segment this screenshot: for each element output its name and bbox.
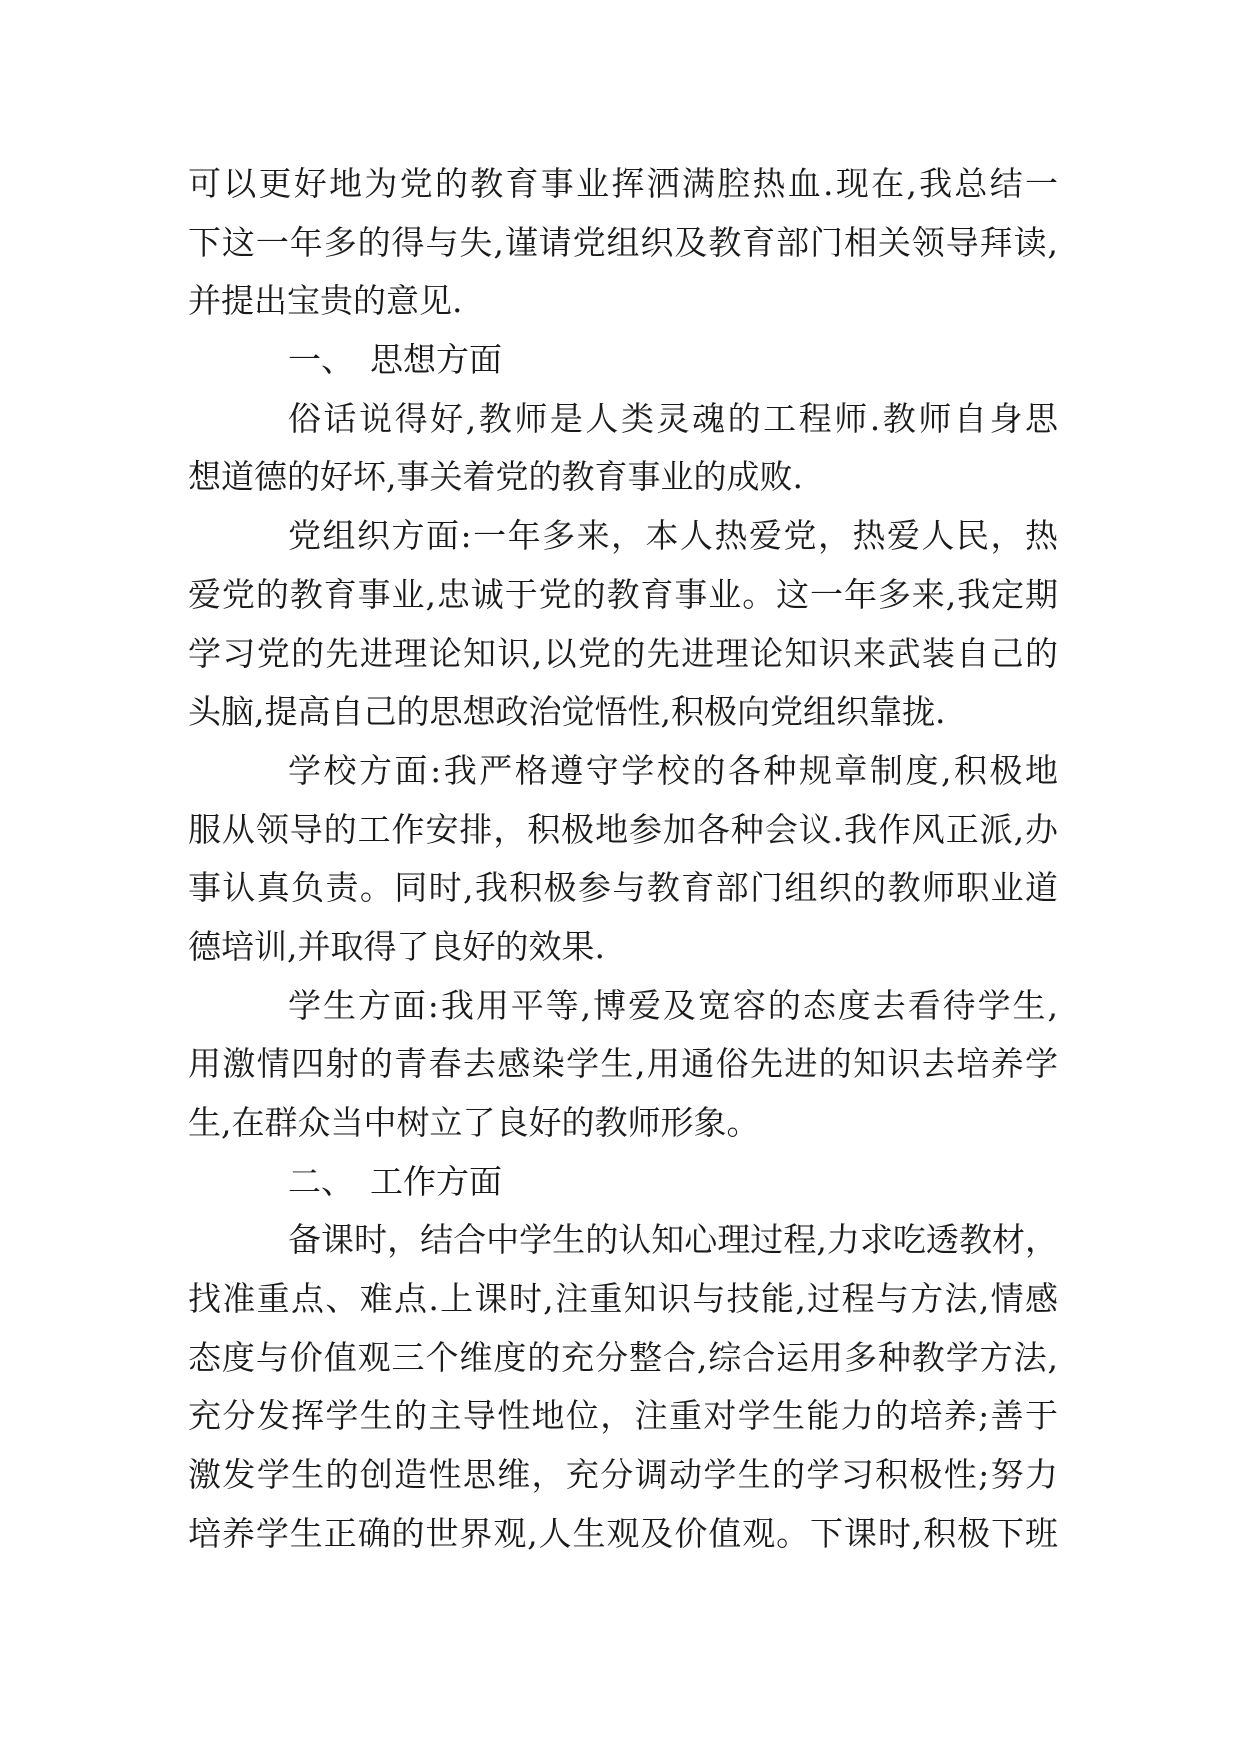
section-heading-thought xyxy=(188,331,1058,390)
text-line: 下这一年多的得与失,谨请党组织及教育部门相关领导拜读, xyxy=(188,222,1058,262)
text-line: 备课时，结合中学生的认知心理过程,力求吃透教材， xyxy=(288,1220,1058,1260)
text-line: 并提出宝贵的意见. xyxy=(188,281,463,321)
text-line: 充分发挥学生的主导性地位，注重对学生能力的培养;善于 xyxy=(188,1396,1058,1436)
document-body xyxy=(188,155,1058,1564)
text-line: 生,在群众当中树立了良好的教师形象。 xyxy=(188,1103,760,1142)
section-number: 二、 xyxy=(288,1161,354,1201)
text-line: 爱党的教育事业,忠诚于党的教育事业。这一年多来,我定期 xyxy=(188,574,1058,614)
text-line: 态度与价值观三个维度的充分整合,综合运用多种教学方法, xyxy=(188,1337,1058,1377)
text-line: 可以更好地为党的教育事业挥洒满腔热血.现在,我总结一 xyxy=(188,164,1058,203)
text-line: 学生方面:我用平等,博爱及宽容的态度去看待学生, xyxy=(288,985,1058,1025)
text-line: 培养学生正确的世界观,人生观及价值观。下课时,积极下班 xyxy=(188,1513,1058,1553)
text-line: 找准重点、难点.上课时,注重知识与技能,过程与方法,情感 xyxy=(188,1279,1058,1319)
section-number: 一、 xyxy=(288,340,354,380)
section-title: 工作方面 xyxy=(370,1161,502,1201)
text-line: 学校方面:我严格遵守学校的各种规章制度,积极地 xyxy=(288,750,1058,790)
text-line: 想道德的好坏,事关着党的教育事业的成败. xyxy=(188,457,803,497)
text-line: 学习党的先进理论知识,以党的先进理论知识来武装自己的 xyxy=(188,633,1058,673)
text-line: 党组织方面:一年多来，本人热爱党，热爱人民，热 xyxy=(288,516,1058,556)
text-line: 事认真负责。同时,我积极参与教育部门组织的教师职业道 xyxy=(188,868,1058,908)
section-heading-work xyxy=(188,1153,1058,1212)
text-line: 服从领导的工作安排，积极地参加各种会议.我作风正派,办 xyxy=(188,809,1058,849)
text-line: 德培训,并取得了良好的效果. xyxy=(188,926,605,966)
text-line: 头脑,提高自己的思想政治觉悟性,积极向党组织靠拢. xyxy=(188,692,946,732)
text-line: 用激情四射的青春去感染学生,用通俗先进的知识去培养学 xyxy=(188,1044,1058,1084)
text-line: 俗话说得好,教师是人类灵魂的工程师.教师自身思 xyxy=(288,398,1058,438)
text-line: 激发学生的创造性思维，充分调动学生的学习积极性;努力 xyxy=(188,1455,1058,1495)
section-title: 思想方面 xyxy=(370,340,502,380)
